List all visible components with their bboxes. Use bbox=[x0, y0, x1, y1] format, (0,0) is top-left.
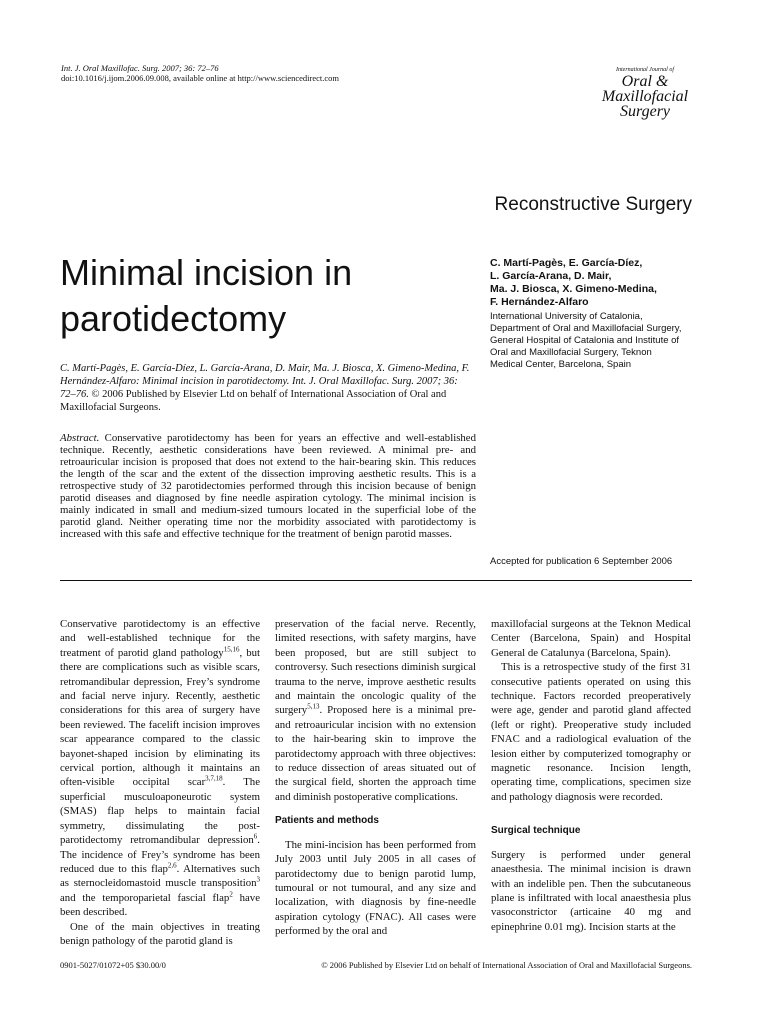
affiliation-line: Medical Center, Barcelona, Spain bbox=[490, 359, 631, 370]
doi-link[interactable]: doi:10.1016/j.ijom.2006.09.008 bbox=[61, 73, 169, 83]
journal-logo bbox=[590, 66, 700, 119]
citation-ref: 5,13 bbox=[307, 702, 320, 711]
article-title bbox=[60, 250, 460, 342]
doi-suffix: , available online at http://www.sciencedirect.com bbox=[168, 73, 340, 83]
citation-ref: 2 bbox=[229, 890, 233, 899]
citation bbox=[60, 362, 476, 414]
affiliation-line: Department of Oral and Maxillofacial Surgery, bbox=[490, 323, 682, 334]
citation-ref: 3 bbox=[256, 875, 260, 884]
section-label: Reconstructive Surgery bbox=[494, 194, 692, 215]
citation-ref: 15,16 bbox=[223, 645, 240, 654]
author-line: Ma. J. Biosca, X. Gimeno-Medina, bbox=[490, 283, 657, 295]
body-column-1 bbox=[60, 617, 260, 948]
affiliation bbox=[490, 311, 705, 371]
affiliation-line: International University of Catalonia, bbox=[490, 311, 643, 322]
paragraph: maxillofacial surgeons at the Teknon Medical Center (Barcelona, Spain) and Hospital General de Catalunya (Barcelona, Spain). bbox=[491, 618, 691, 659]
citation-ref: 6 bbox=[253, 832, 258, 841]
citation-ref: 2,6 bbox=[167, 861, 177, 870]
citation-reference: C. Martí-Pagès, E. García-Díez, L. García-Arana, D. Mair, Ma. J. Biosca, X. Gimeno-Medina, F. Hernández-Alfaro: Minimal incision in parotidectomy. Int. J. Oral Maxillofac. Surg. 2007; 36: 72–76. bbox=[60, 363, 470, 400]
journal-citation-line: Int. J. Oral Maxillofac. Surg. 2007; 36: 72–76 bbox=[61, 63, 219, 73]
author-line: C. Martí-Pagès, E. García-Díez, bbox=[490, 257, 643, 269]
logo-line-3: Surgery bbox=[619, 103, 671, 120]
abstract bbox=[60, 432, 476, 540]
section-heading: Surgical technique bbox=[491, 825, 581, 837]
accepted-date: Accepted for publication 6 September 2006 bbox=[490, 556, 673, 567]
paragraph: Conservative parotidectomy is an effective and well-established technique for the treatment of parotid gland pathology$^{15,16}$, but there are complications such as visible scars, retromandibular depression, Frey’s syndrome and facial nerve injury. Recently, aesthetic considerations for this area of surgery have been reviewed. The facelift incision improves scar appearance compared to the classic bayonet-shaped incision by eliminating its cervical portion, although it maintains an often-visible occipital scar$^{3,7,18}$. The superficial musculoaponeurotic system (SMAS) flap helps to maintain facial symmetry, dissimulating the post-parotidectomy retromandibular depression$^6$. The incidence of Frey’s syndrome has been reduced due to this flap$^{2,6}$. Alternatives such as sternocleidomastoid muscle transposition$^3$ and the temporoparietal fascial flap$^2$ have been described. bbox=[60, 618, 260, 919]
body-column-2 bbox=[275, 617, 476, 939]
title-line-1: Minimal incision in bbox=[60, 252, 353, 293]
journal-header bbox=[61, 63, 339, 83]
paragraph: This is a retrospective study of the first 31 consecutive patients operated on using this technique. Factors recorded preoperatively were age, gender and parotid gland affected (left or right). Preoperative study included FNAC and a radiological evaluation of the lesion either by computerized tomography or magnetic resonance. Incision length, operating time, complications, specimen size and pathology diagnosis were recorded. bbox=[491, 661, 691, 803]
logo-small-text: International Journal of bbox=[616, 67, 674, 73]
header-divider bbox=[60, 580, 692, 581]
affiliation-line: Oral and Maxillofacial Surgery, Teknon bbox=[490, 347, 652, 358]
doi-line bbox=[61, 73, 339, 83]
title-line-2: parotidectomy bbox=[60, 298, 287, 339]
affiliation-line: General Hospital of Catalonia and Institute of bbox=[490, 335, 680, 346]
citation-ref: 3,7,18 bbox=[205, 774, 223, 783]
section-heading: Patients and methods bbox=[275, 815, 379, 827]
body-column-3 bbox=[491, 617, 691, 934]
paragraph: The mini-incision has been performed from July 2003 until July 2005 in all cases of parotidectomy due to benign parotid lump, tumoural or not tumoural, and any size and localization, with diagnosis by fine-needle aspiration cytology (FNAC). All cases were performed by the oral and bbox=[275, 838, 476, 938]
footer-copyright: © 2006 Published by Elsevier Ltd on behalf of International Association of Oral and Maxillofacial Surgeons. bbox=[321, 960, 692, 970]
author-list bbox=[490, 257, 700, 309]
paragraph: One of the main objectives in treating benign pathology of the parotid gland is bbox=[60, 920, 260, 947]
paragraph: Surgery is performed under general anaesthesia. The minimal incision is drawn with an indelible pen. Then the subcutaneous plane is infiltrated with local anaesthesia plus vasoconstrictor (articaine 40 mg and epinephrine 0.01 mg). Incision starts at the bbox=[491, 848, 691, 933]
author-line: F. Hernández-Alfaro bbox=[490, 296, 589, 308]
citation-copyright: © 2006 Published by Elsevier Ltd on behalf of International Association of Oral and Maxillofacial Surgeons. bbox=[60, 389, 447, 413]
abstract-label: Abstract. bbox=[60, 432, 100, 444]
paragraph: preservation of the facial nerve. Recently, limited resections, with safety margins, have been proposed, but are still subject to controversy. Such resections diminish surgical trauma to the nerve, improve aesthetic results and maintain the oncologic quality of the surgery$^{5,13}$. Proposed here is a minimal pre- and retroauricular incision with no extension to the hair-bearing skin to improve the parotidectomy approach with three objectives: to reduce dissection of areas situated out of the surgical field, shorten the approach time and diminish postoperative complications. bbox=[275, 618, 476, 803]
logo-line-1: Oral & bbox=[621, 73, 669, 90]
abstract-text: Conservative parotidectomy has been for years an effective and well-established technique. Recently, aesthetic considerations have been reviewed. A minimal pre- and retroauricular incision is proposed that does not extend to the hair-bearing skin. This reduces the length of the scar and the extent of the dissection improving aesthetic results. This is a retrospective study of 32 parotidectomies performed through this incision because of benign parotid diseases and diagnosed by fine needle aspiration cytology. The minimal incision is mainly indicated in small and medium-sized tumours located in the superficial lobe of the parotid gland. Neither operating time nor the morbidity associated with parotidectomy is increased with this safe and effective technique for the treatment of benign parotid masses. bbox=[60, 432, 476, 540]
footer-issn: 0901-5027/01072+05 $30.00/0 bbox=[60, 960, 166, 970]
author-line: L. García-Arana, D. Mair, bbox=[490, 270, 612, 282]
logo-line-2: Maxillofacial bbox=[601, 88, 689, 105]
